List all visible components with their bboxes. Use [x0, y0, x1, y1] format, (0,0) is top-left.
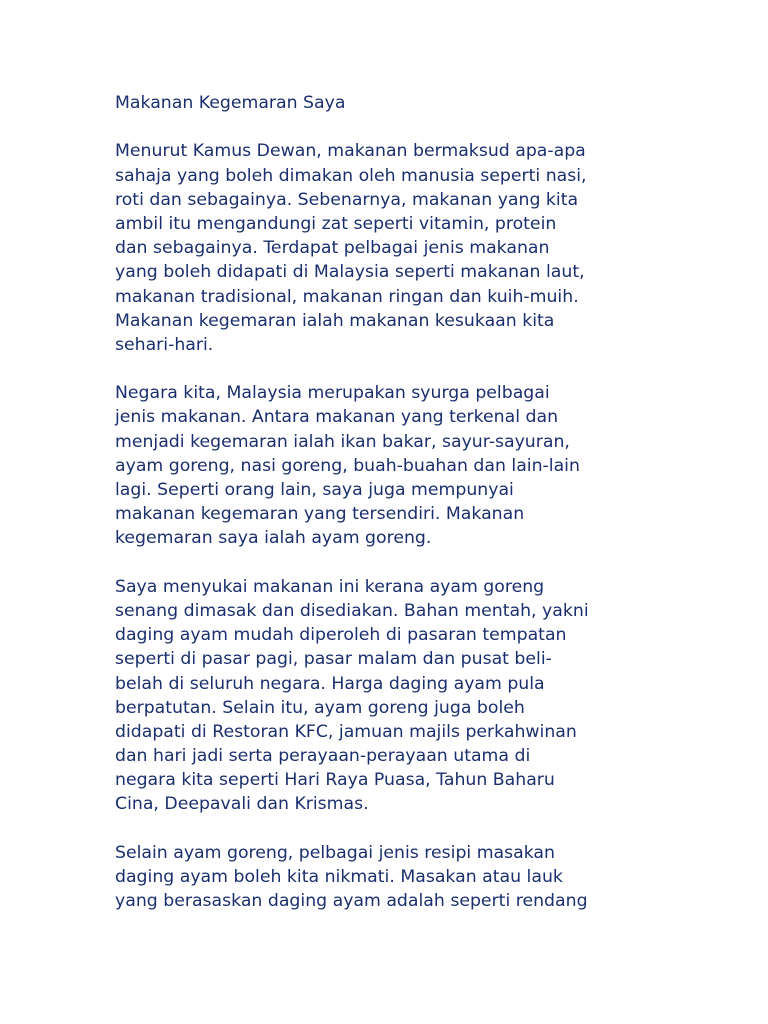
paragraph-line: yang berasaskan daging ayam adalah seperti rendang — [115, 891, 588, 912]
paragraph-line: ambil itu mengandungi zat seperti vitamin, protein — [115, 213, 557, 234]
paragraph-line: makanan tradisional, makanan ringan dan kuih-muih. — [115, 286, 579, 307]
paragraph-line: daging ayam mudah diperoleh di pasaran tempatan — [115, 625, 567, 646]
document-body — [115, 91, 655, 938]
paragraph — [115, 381, 655, 550]
paragraph-line: dan hari jadi serta perayaan-perayaan utama di — [115, 746, 531, 767]
paragraph-line: didapati di Restoran KFC, jamuan majils perkahwinan — [115, 721, 577, 742]
paragraph-line: kegemaran saya ialah ayam goreng. — [115, 528, 432, 549]
paragraph-line: seperti di pasar pagi, pasar malam dan pusat beli- — [115, 649, 552, 670]
paragraph-line: makanan kegemaran yang tersendiri. Makanan — [115, 504, 525, 525]
paragraph-line: Negara kita, Malaysia merupakan syurga pelbagai — [115, 383, 550, 404]
paragraph — [115, 575, 655, 817]
paragraph-line: ayam goreng, nasi goreng, buah-buahan dan lain-lain — [115, 455, 580, 476]
paragraph-line: Menurut Kamus Dewan, makanan bermaksud apa-apa — [115, 141, 586, 162]
paragraph-line: Cina, Deepavali dan Krismas. — [115, 794, 369, 815]
paragraph-line: lagi. Seperti orang lain, saya juga mempunyai — [115, 480, 514, 501]
paragraph-line: daging ayam boleh kita nikmati. Masakan atau lauk — [115, 867, 563, 888]
paragraph-line: sehari-hari. — [115, 334, 214, 355]
document-title: Makanan Kegemaran Saya — [115, 93, 346, 113]
paragraph-line: sahaja yang boleh dimakan oleh manusia seperti nasi, — [115, 165, 587, 186]
paragraph-line: menjadi kegemaran ialah ikan bakar, sayur-sayuran, — [115, 431, 570, 452]
paragraph-line: dan sebagainya. Terdapat pelbagai jenis makanan — [115, 238, 550, 259]
paragraph — [115, 139, 655, 357]
paragraph-line: Saya menyukai makanan ini kerana ayam goreng — [115, 576, 545, 597]
paragraph-line: roti dan sebagainya. Sebenarnya, makanan yang kita — [115, 189, 579, 210]
paragraph — [115, 841, 655, 914]
paragraph-line: berpatutan. Selain itu, ayam goreng juga boleh — [115, 697, 525, 718]
paragraph-line: jenis makanan. Antara makanan yang terkenal dan — [115, 407, 559, 428]
paragraph-line: belah di seluruh negara. Harga daging ayam pula — [115, 673, 545, 694]
paragraph-line: yang boleh didapati di Malaysia seperti makanan laut, — [115, 262, 585, 283]
paragraph-list — [115, 139, 655, 913]
paragraph-line: negara kita seperti Hari Raya Puasa, Tahun Baharu — [115, 770, 555, 791]
paragraph-line: Selain ayam goreng, pelbagai jenis resipi masakan — [115, 842, 555, 863]
paragraph-line: Makanan kegemaran ialah makanan kesukaan kita — [115, 310, 555, 331]
paragraph-line: senang dimasak dan disediakan. Bahan mentah, yakni — [115, 600, 589, 621]
